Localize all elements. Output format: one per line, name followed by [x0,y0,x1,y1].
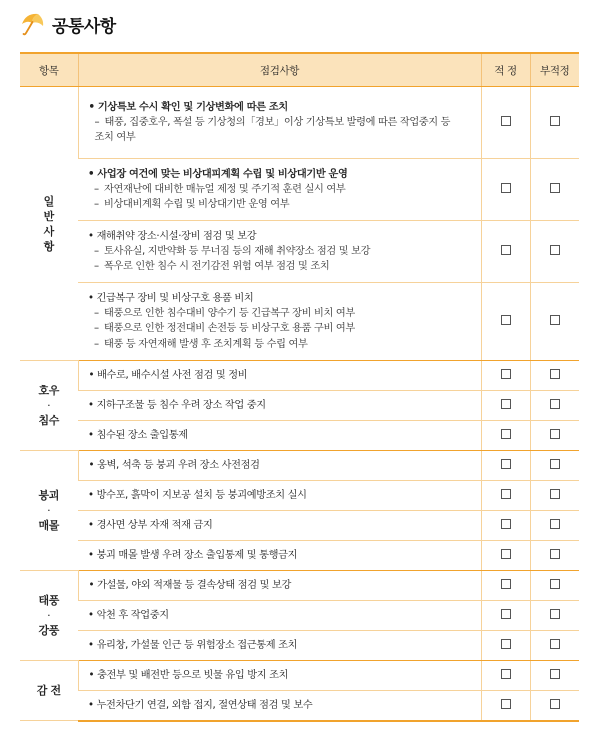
check-item-cell [78,541,481,571]
check-item-main [88,488,473,503]
dash-icon: – [94,323,99,335]
check-item-sub [89,115,473,131]
check-item-text: 긴급복구 장비 및 비상구호 용품 비치 [96,292,254,304]
table-row [20,391,579,421]
inadequate-cell [530,511,579,541]
bullet-icon: • [88,699,97,711]
check-item-cell [78,481,481,511]
check-item-sub [88,197,473,213]
dash-icon: – [94,183,99,195]
inadequate-checkbox[interactable] [550,429,560,439]
adequate-checkbox[interactable] [501,116,511,126]
inadequate-checkbox[interactable] [550,116,560,126]
check-item-main [88,428,473,443]
bullet-icon: • [88,430,97,441]
check-item-text: 재해취약 장소·시설·장비 점검 및 보강 [96,230,257,242]
bullet-icon: • [88,550,97,561]
table-row [20,87,579,159]
check-item-sub [88,306,473,322]
inadequate-checkbox[interactable] [550,489,560,499]
adequate-checkbox[interactable] [501,245,511,255]
check-item-text: 침수된 장소 출입통제 [96,430,188,441]
inadequate-checkbox[interactable] [550,459,560,469]
check-item-cell [78,283,481,361]
inadequate-cell [530,159,579,221]
inadequate-checkbox[interactable] [550,699,560,709]
check-item-text: 가설물, 야외 적재물 등 결속상태 점검 및 보강 [97,580,292,591]
category-label: 붕괴 [38,489,60,502]
bullet-icon: • [88,101,98,113]
bullet-icon: • [88,168,98,180]
adequate-checkbox[interactable] [501,609,511,619]
table-row [20,481,579,511]
adequate-cell [481,283,530,361]
category-label: · [47,609,51,622]
table-row [20,421,579,451]
adequate-checkbox[interactable] [501,699,511,709]
category-label: 매몰 [38,519,60,532]
adequate-cell [481,421,530,451]
inadequate-cell [530,283,579,361]
adequate-cell [481,661,530,691]
check-item-cell [78,159,481,221]
inadequate-cell [530,661,579,691]
adequate-checkbox[interactable] [501,183,511,193]
adequate-cell [481,631,530,661]
table-row [20,571,579,601]
category-cell [20,661,78,721]
adequate-cell [481,601,530,631]
inadequate-checkbox[interactable] [550,519,560,529]
check-item-text: 지하구조물 등 침수 우려 장소 작업 중지 [96,400,266,411]
inadequate-checkbox[interactable] [550,669,560,679]
table-row [20,631,579,661]
header-check-item: 점검사항 [78,53,481,87]
check-item-sub [88,244,473,260]
adequate-cell [481,691,530,721]
table-row [20,601,579,631]
check-item-main [88,291,473,306]
checklist-table [20,52,579,722]
check-item-main [88,398,473,413]
adequate-checkbox[interactable] [501,489,511,499]
adequate-checkbox[interactable] [501,429,511,439]
category-cell [20,571,78,661]
bullet-icon: • [88,400,97,411]
inadequate-checkbox[interactable] [550,609,560,619]
inadequate-checkbox[interactable] [550,399,560,409]
check-item-main [88,638,473,653]
page-title: 공통사항 [52,16,116,37]
inadequate-cell [530,391,579,421]
check-item-main [89,100,473,115]
bullet-icon: • [88,460,98,471]
inadequate-cell [530,541,579,571]
sub-item-text: 태풍 등 자연재해 발생 후 조치계획 등 수립 여부 [104,338,308,350]
category-label: · [47,399,51,412]
category-label: 일 [43,194,54,208]
inadequate-checkbox[interactable] [550,183,560,193]
umbrella-icon [20,11,46,37]
adequate-checkbox[interactable] [501,549,511,559]
dash-icon: – [94,245,99,257]
adequate-cell [481,481,530,511]
inadequate-checkbox[interactable] [550,315,560,325]
check-item-text: 붕괴 매몰 발생 우려 장소 출입통제 및 통행금지 [96,550,298,561]
bullet-icon: • [88,610,97,621]
category-label: 침수 [38,414,60,427]
table-header-row [20,53,579,87]
check-item-main [89,368,473,383]
table-row [20,361,579,391]
inadequate-checkbox[interactable] [550,549,560,559]
category-label: 항 [43,239,54,253]
table-row [20,159,579,221]
bullet-icon: • [88,580,98,591]
check-item-main [89,668,473,683]
adequate-checkbox[interactable] [501,315,511,325]
dash-icon: – [94,116,100,128]
check-item-sub [88,182,473,198]
table-row [20,511,579,541]
inadequate-checkbox[interactable] [550,369,560,379]
bullet-icon: • [88,490,97,501]
bullet-icon: • [88,370,98,381]
sub-item-text: 조치 여부 [94,132,136,143]
check-item-cell [78,421,481,451]
inadequate-checkbox[interactable] [550,579,560,589]
bullet-icon: • [88,640,97,651]
adequate-cell [481,541,530,571]
table-row [20,691,579,721]
category-label: 호우 [38,384,60,397]
check-item-sub [88,321,473,337]
inadequate-checkbox[interactable] [550,245,560,255]
check-item-text: 배수로, 배수시설 사전 점검 및 정비 [97,370,248,381]
sub-item-text: 태풍으로 인한 정전대비 손전등 등 비상구호 용품 구비 여부 [104,323,355,335]
sub-item-text: 자연재난에 대비한 매뉴얼 제정 및 주기적 훈련 실시 여부 [104,183,346,195]
sub-item-text: 태풍, 집중호우, 폭설 등 기상청의「경보」이상 기상특보 발령에 따른 작업중지 등 [104,116,451,128]
header-category: 항목 [20,53,78,87]
check-item-sub [89,130,473,146]
category-label: 사 [43,224,54,238]
check-item-text: 악천 후 작업중지 [96,610,169,621]
adequate-checkbox[interactable] [501,579,511,589]
table-row [20,451,579,481]
adequate-cell [481,451,530,481]
check-item-cell [78,631,481,661]
check-item-cell [78,221,481,283]
category-cell [20,451,78,571]
adequate-checkbox[interactable] [501,639,511,649]
category-label: · [47,504,51,517]
dash-icon: – [94,338,99,350]
category-cell [20,87,78,361]
check-item-text: 기상특보 수시 확인 및 기상변화에 따른 조치 [97,101,288,113]
inadequate-cell [530,481,579,511]
inadequate-cell [530,421,579,451]
check-item-main [88,167,473,182]
inadequate-cell [530,451,579,481]
table-row [20,661,579,691]
check-item-main [88,229,473,244]
inadequate-cell [530,221,579,283]
check-item-cell [78,601,481,631]
bullet-icon: • [88,230,97,242]
adequate-cell [481,511,530,541]
inadequate-cell [530,361,579,391]
check-item-cell [78,391,481,421]
adequate-checkbox[interactable] [501,459,511,469]
sub-item-text: 폭우로 인한 침수 시 전기감전 위험 여부 점검 및 조치 [104,261,330,272]
inadequate-cell [530,87,579,159]
dash-icon: – [94,307,99,319]
check-item-text: 방수포, 흙막이 지보공 설치 등 붕괴예방조치 실시 [96,490,307,501]
check-item-main [88,518,473,533]
inadequate-cell [530,571,579,601]
check-item-main [88,548,473,563]
header-adequate: 적 정 [481,53,530,87]
adequate-cell [481,391,530,421]
check-item-main [89,458,473,473]
adequate-cell [481,159,530,221]
check-item-cell [78,661,481,691]
header-inadequate: 부적정 [530,53,579,87]
check-item-text: 충전부 및 배전반 등으로 빗물 유입 방지 조치 [97,670,289,681]
bullet-icon: • [88,292,97,304]
check-item-cell [78,451,481,481]
check-item-text: 경사면 상부 자재 적재 금지 [96,520,213,531]
category-label: 감 전 [36,684,61,697]
check-item-cell [78,87,481,159]
check-item-cell [78,511,481,541]
inadequate-cell [530,691,579,721]
inadequate-checkbox[interactable] [550,639,560,649]
adequate-cell [481,571,530,601]
check-item-text: 옹벽, 석축 등 붕괴 우려 장소 사전점검 [97,460,260,471]
adequate-cell [481,87,530,159]
check-item-text: 누전차단기 연결, 외함 접지, 절연상태 점검 및 보수 [96,699,313,711]
check-item-cell [78,361,481,391]
check-item-cell [78,691,481,721]
sub-item-text: 태풍으로 인한 침수대비 양수기 등 긴급복구 장비 비치 여부 [104,307,355,319]
check-item-main [89,578,473,593]
adequate-checkbox[interactable] [501,669,511,679]
check-item-main [88,698,473,713]
table-row [20,541,579,571]
inadequate-cell [530,631,579,661]
check-item-main [88,608,473,623]
check-item-text: 유리창, 가설물 인근 등 위험장소 접근통제 조치 [96,640,298,651]
check-item-sub [88,259,473,275]
category-cell [20,361,78,451]
adequate-cell [481,221,530,283]
category-label: 강풍 [38,624,60,637]
check-item-cell [78,571,481,601]
dash-icon: – [94,261,99,272]
adequate-checkbox[interactable] [501,519,511,529]
check-item-sub [88,337,473,353]
bullet-icon: • [88,520,97,531]
category-label: 반 [43,209,54,223]
section-header [20,10,116,38]
adequate-checkbox[interactable] [501,369,511,379]
adequate-cell [481,361,530,391]
dash-icon: – [94,199,99,210]
table-row [20,283,579,361]
adequate-checkbox[interactable] [501,399,511,409]
table-row [20,221,579,283]
category-label: 태풍 [38,594,60,607]
bullet-icon: • [88,670,98,681]
sub-item-text: 토사유실, 지반약화 등 무너짐 등의 재해 취약장소 점검 및 보강 [104,245,371,257]
sub-item-text: 비상대비계획 수립 및 비상대기반 운영 여부 [104,199,290,210]
inadequate-cell [530,601,579,631]
check-item-text: 사업장 여건에 맞는 비상대피계획 수립 및 비상대기반 운영 [97,168,348,180]
